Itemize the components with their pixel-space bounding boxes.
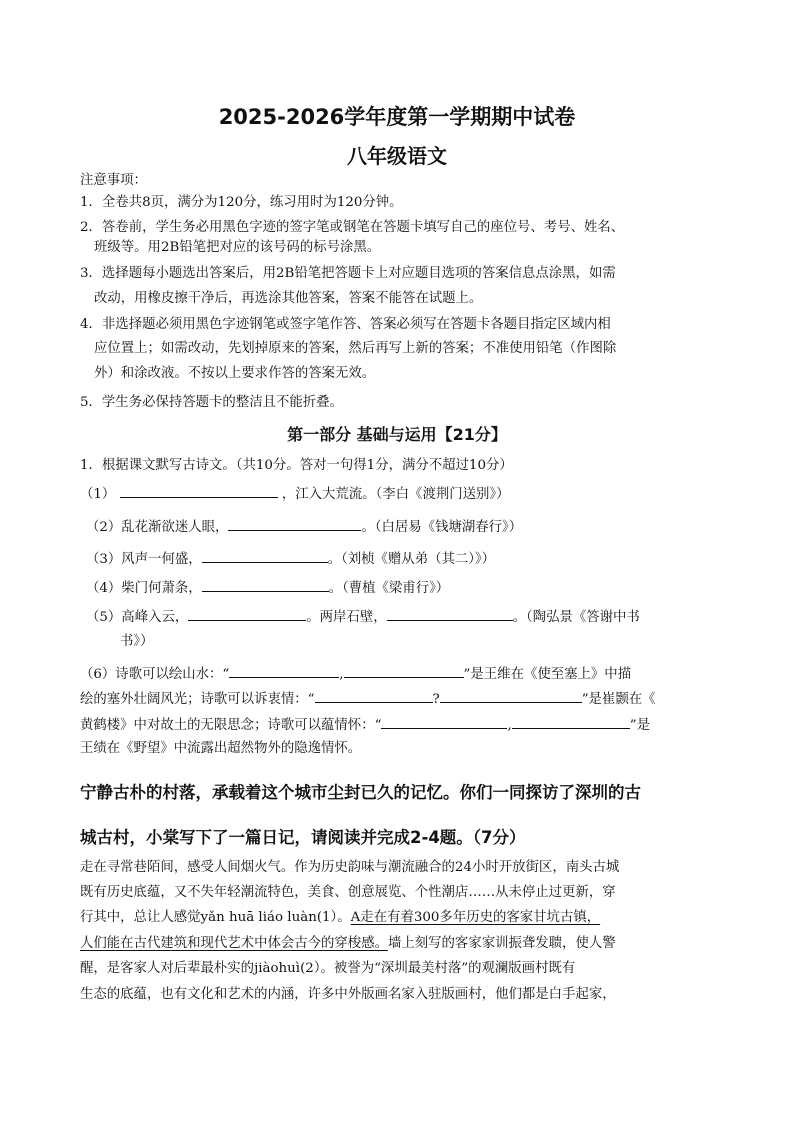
notice-item-4-cont2: 外）和涂改液。不按以上要求作答的答案无效。 bbox=[94, 366, 376, 381]
answer-blank[interactable] bbox=[229, 663, 339, 678]
q1-sub1-text: ，江入大荒流。（李白《渡荆门送别》） bbox=[281, 487, 510, 502]
q1-sub5-after: 。（陶弘景《答谢中书 bbox=[512, 610, 640, 625]
q1-sub6-comma: , bbox=[339, 667, 344, 682]
answer-blank[interactable] bbox=[202, 548, 328, 563]
notice-item-1: 1．全卷共8页，满分为120分，练习用时为120分钟。 bbox=[80, 195, 403, 210]
exam-title: 2025-2026学年度第一学期期中试卷 bbox=[218, 105, 576, 129]
passage-line6: 生态的底蕴，也有文化和艺术的内涵，许多中外版画名家入驻版画村，他们都是白手起家， bbox=[80, 987, 616, 1002]
passage-line3-text: 行其中，总让人感觉yǎn huā liáo luàn(1）。 bbox=[80, 910, 351, 925]
q1-sub4 bbox=[86, 577, 449, 598]
q1-sub6-line3-after: ”是 bbox=[629, 718, 650, 733]
q1-sub3 bbox=[86, 548, 495, 569]
q1-sub1 bbox=[80, 483, 509, 504]
passage-line5: 醒，是客家人对后辈最朴实的jiàohuì(2）。被誉为“深圳最美村落”的观澜版画村既有 bbox=[80, 961, 576, 976]
passage-underlined-sentence-a-cont: 人们能在古代建筑和现代艺术中体会古今的穿梭感。 bbox=[80, 936, 388, 951]
q1-sub2 bbox=[86, 516, 522, 537]
passage-line4-text: 墙上刻写的客家家训振聋发聩，使人警 bbox=[387, 936, 616, 951]
notice-item-2: 2．答卷前，学生务必用黑色字迹的签字笔或钢笔在答题卡填写自己的座位号、考号、姓名、 bbox=[80, 220, 625, 235]
passage-line1: 走在寻常巷陌间，感受人间烟火气。作为历史韵味与潮流融合的24小时开放街区，南头古城 bbox=[80, 860, 620, 875]
q1-sub5-cont: 书》） bbox=[120, 634, 154, 649]
q1-sub5 bbox=[86, 606, 640, 627]
q1-stem: 1．根据课文默写古诗文。（共10分。答对一句得1分，满分不超过10分） bbox=[80, 458, 513, 473]
q1-sub6-line2-after: ”是崔颢在《 bbox=[581, 692, 656, 707]
q1-sub6-line2-text: 绘的塞外壮阔风光；诗歌可以诉衷情：“ bbox=[80, 692, 315, 707]
passage-line4 bbox=[80, 935, 616, 953]
answer-blank[interactable] bbox=[512, 714, 630, 729]
answer-blank[interactable] bbox=[440, 688, 582, 703]
q1-sub6-comma2: , bbox=[507, 718, 512, 733]
passage-intro-line1: 宁静古朴的村落，承载着这个城市尘封已久的记忆。你们一同探访了深圳的古 bbox=[80, 783, 641, 802]
answer-blank[interactable] bbox=[387, 606, 513, 621]
exam-subject: 八年级语文 bbox=[347, 144, 447, 168]
q1-sub2-text: （2）乱花渐欲迷人眼， bbox=[86, 520, 229, 535]
q1-sub4-after: 。（曹植《梁甫行》） bbox=[328, 581, 450, 596]
passage-line3 bbox=[80, 909, 600, 927]
q1-sub6-line3 bbox=[80, 714, 650, 735]
passage-line2: 既有历史底蕴，又不失年轻潮流特色，美食、创意展览、个性潮店……从未停止过更新，穿 bbox=[80, 885, 616, 900]
answer-blank[interactable] bbox=[188, 606, 306, 621]
q1-sub6-line3-text: 黄鹤楼》中对故土的无限思念；诗歌可以蕴情怀：“ bbox=[80, 718, 382, 733]
part1-heading: 第一部分 基础与运用【21分】 bbox=[287, 425, 507, 444]
answer-blank[interactable] bbox=[228, 516, 361, 531]
notice-item-3-cont: 改动，用橡皮擦干净后，再选涂其他答案，答案不能答在试题上。 bbox=[94, 291, 483, 306]
answer-blank[interactable] bbox=[202, 577, 329, 592]
notice-item-4-cont: 应位置上；如需改动，先划掉原来的答案，然后再写上新的答案；不准使用铅笔（作图除 bbox=[94, 341, 617, 356]
q1-sub6-question-mark: ? bbox=[432, 692, 440, 707]
q1-sub3-after: 。（刘桢《赠从弟（其二）》） bbox=[327, 552, 496, 567]
q1-sub1-num: （1） bbox=[80, 487, 116, 502]
q1-sub6-text: （6）诗歌可以绘山水：“ bbox=[80, 667, 230, 682]
answer-blank[interactable] bbox=[344, 663, 464, 678]
notice-item-4: 4．非选择题必须用黑色字迹钢笔或签字笔作答、答案必须写在答题卡各题目指定区域内相 bbox=[80, 317, 611, 332]
q1-sub5-text: （5）高峰入云， bbox=[86, 610, 189, 625]
q1-sub6-after: ”是王维在《使至塞上》中描 bbox=[463, 667, 632, 682]
q1-sub5-mid: 。两岸石壁， bbox=[306, 610, 387, 625]
q1-sub6-line2 bbox=[80, 688, 656, 709]
answer-blank[interactable] bbox=[315, 688, 433, 703]
q1-sub4-text: （4）柴门何萧条， bbox=[86, 581, 202, 596]
notice-item-2-cont: 班级等。用2B铅笔把对应的该号码的标号涂黑。 bbox=[94, 240, 381, 255]
q1-sub2-after: 。（白居易《钱塘湖春行》） bbox=[361, 520, 523, 535]
passage-underlined-sentence-a: A走在有着300多年历史的客家甘坑古镇， bbox=[350, 910, 601, 925]
answer-blank[interactable] bbox=[120, 483, 278, 498]
q1-sub3-text: （3）风声一何盛， bbox=[86, 552, 202, 567]
passage-intro-line2: 城古村，小棠写下了一篇日记，请阅读并完成2-4题。（7分） bbox=[80, 828, 526, 847]
notice-item-3: 3．选择题每小题选出答案后，用2B铅笔把答题卡上对应题目选项的答案信息点涂黑，如需 bbox=[80, 266, 616, 281]
notice-heading: 注意事项： bbox=[80, 173, 147, 188]
q1-sub6 bbox=[80, 663, 631, 684]
notice-item-5: 5．学生务必保持答题卡的整洁且不能折叠。 bbox=[80, 395, 343, 410]
q1-sub6-line4: 王绩在《野望》中流露出超然物外的隐逸情怀。 bbox=[80, 741, 362, 756]
answer-blank[interactable] bbox=[381, 714, 507, 729]
